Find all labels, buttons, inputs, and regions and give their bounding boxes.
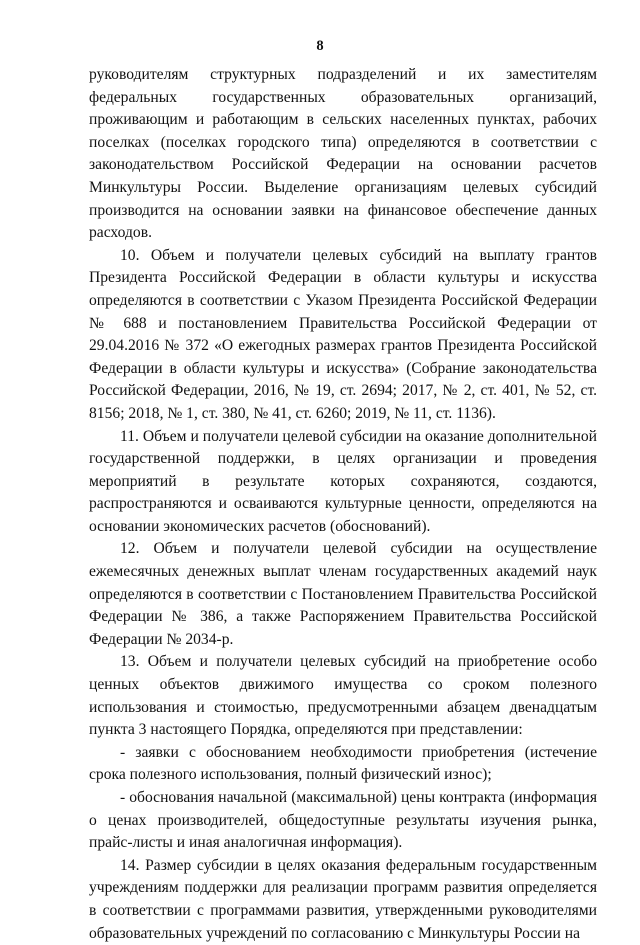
paragraph-continuation: руководителям структурных подразделений и их заместителям федеральных государственных образовательных организаций, проживающим и работающим в сельских населенных пунктах, рабочих поселках (поселках городского типа) определяются в соответствии с законодательством Российской Федерации на основании расчетов Минкультуры России. Выделение организациям целевых субсидий производится на основании заявки на финансовое обеспечение данных расходов. <box>89 66 597 242</box>
list-item-application: - заявки с обоснованием необходимости приобретения (истечение срока полезного использования, полный физический износ); <box>89 743 597 784</box>
list-item-justification: - обоснования начальной (максимальной) цены контракта (информация о ценах производителей, общедоступные результаты изучения рынка, прайс-листы и иная аналогичная информация). <box>89 789 597 852</box>
paragraph-item-10: 10. Объем и получатели целевых субсидий на выплату грантов Президента Российской Федерации в области культуры и искусства определяются в соответствии с Указом Президента Российской Федерации № 688 и постановлением Правительства Российской Федерации от 29.04.2016 № 372 «О ежегодных размерах грантов Президента Российской Федерации в области культуры и искусства» (Собрание законодательства Российской Федерации, 2016, № 19, ст. 2694; 2017, № 2, ст. 401, № 52, ст. 8156; 2018, № 1, ст. 380, № 41, ст. 6260; 2019, № 11, ст. 1136). <box>89 246 597 422</box>
page-number: 8 <box>316 38 324 54</box>
paragraph-item-14: 14. Размер субсидии в целях оказания федеральным государственным учреждениям поддержки для реализации программ развития определяется в соответствии с программами развития, утвержденными руководителями образовательных учреждений по согласованию с Минкультуры России на <box>89 856 597 942</box>
paragraph-item-11: 11. Объем и получатели целевой субсидии на оказание дополнительной государственной поддержки, в целях организации и проведения мероприятий в результате которых сохраняются, создаются, распространяются и осваиваются культурные ценности, определяются на основании экономических расчетов (обоснований). <box>89 427 597 535</box>
paragraph-item-12: 12. Объем и получатели целевой субсидии на осуществление ежемесячных денежных выплат членам государственных академий наук определяются в соответствии с Постановлением Правительства Российской Федерации № 386, а также Распоряжением Правительства Российской Федерации № 2034-р. <box>89 540 597 648</box>
paragraph-item-13: 13. Объем и получатели целевых субсидий на приобретение особо ценных объектов движимого имущества со сроком полезного использования и стоимостью, предусмотренными абзацем двенадцатым пункта 3 настоящего Порядка, определяются при представлении: <box>89 653 597 739</box>
document-body <box>89 64 597 945</box>
